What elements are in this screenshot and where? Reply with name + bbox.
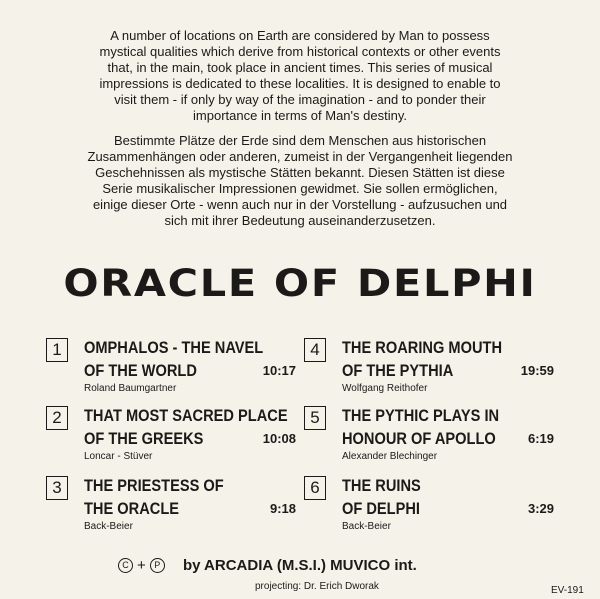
track-duration: 6:19 xyxy=(527,431,554,446)
track-title-line2: HONOUR OF APOLLO xyxy=(342,429,496,448)
track-item xyxy=(46,404,296,466)
intro-de-line: Bestimmte Plätze der Erde sind dem Menschen aus historischen xyxy=(113,133,487,148)
track-item xyxy=(46,474,296,536)
label-name: by ARCADIA (M.S.I.) MUVICO int. xyxy=(182,557,417,574)
intro-de-line: sich mit ihrer Bedeutung auseinanderzusetzen. xyxy=(164,213,436,228)
phonogram-icon: P xyxy=(150,558,165,573)
track-duration: 9:18 xyxy=(269,501,296,516)
track-composer: Wolfgang Reithofer xyxy=(342,383,428,394)
copyright-icon: C xyxy=(118,558,133,573)
track-title-line1: THE PYTHIC PLAYS IN xyxy=(342,406,500,425)
intro-de-line: einige dieser Orte - wenn auch nur in der Vorstellung - aufzusuchen und xyxy=(92,197,508,212)
track-title-line1: THE RUINS xyxy=(342,476,421,495)
track-composer: Loncar - Stüver xyxy=(84,451,153,462)
track-title-line2: OF THE WORLD xyxy=(84,361,197,380)
track-duration: 10:17 xyxy=(262,363,296,378)
track-number: 2 xyxy=(46,406,68,430)
track-title-line1: OMPHALOS - THE NAVEL xyxy=(84,338,264,357)
intro-en-line: visit them - if only by way of the imagination - and to ponder their xyxy=(114,92,486,107)
track-title-line1: THE PRIESTESS OF xyxy=(84,476,224,495)
intro-en-line: importance in terms of Man's destiny. xyxy=(193,108,407,123)
intro-de-line: Serie musikalischer Impressionen gewidmet. Sie sollen ermöglichen, xyxy=(102,181,498,196)
track-item xyxy=(304,404,554,466)
intro-de-line: Geschehnissen als mystische Stätten bekannt. Diesen Stätten ist diese xyxy=(95,165,505,180)
intro-en-line: A number of locations on Earth are considered by Man to possess xyxy=(110,28,490,43)
track-number: 1 xyxy=(46,338,68,362)
track-duration: 10:08 xyxy=(262,431,296,446)
track-title-line2: OF THE PYTHIA xyxy=(342,361,454,380)
intro-de-line: Zusammenhängen oder anderen, zumeist in der Vergangenheit liegenden xyxy=(87,149,513,164)
track-item xyxy=(304,474,554,536)
intro-en-line: that, in the main, took place in ancient times. This series of musical xyxy=(107,60,493,75)
track-item xyxy=(46,336,296,398)
track-title-line1: THE ROARING MOUTH xyxy=(342,338,503,357)
album-title: ORACLE OF DELPHI xyxy=(63,262,537,305)
track-number: 5 xyxy=(304,406,326,430)
credit-line: projecting: Dr. Erich Dworak xyxy=(255,581,379,592)
track-number: 3 xyxy=(46,476,68,500)
catalog-number: EV-191 xyxy=(551,585,584,596)
track-composer: Back-Beier xyxy=(342,521,391,532)
track-title-line2: OF THE GREEKS xyxy=(84,429,204,448)
intro-en-line: impressions is dedicated to these localities. It is designed to enable to xyxy=(99,76,501,91)
track-composer: Roland Baumgartner xyxy=(84,383,177,394)
intro-german xyxy=(20,133,580,229)
track-title-line1: THAT MOST SACRED PLACE xyxy=(84,406,288,425)
label-line xyxy=(118,557,518,574)
track-title-line2: THE ORACLE xyxy=(84,499,180,518)
track-title-line2: OF DELPHI xyxy=(342,499,420,518)
track-item xyxy=(304,336,554,398)
intro-english xyxy=(20,28,580,124)
track-number: 4 xyxy=(304,338,326,362)
track-duration: 19:59 xyxy=(520,363,554,378)
track-composer: Alexander Blechinger xyxy=(342,451,438,462)
plus-sign: + xyxy=(137,557,146,574)
intro-en-line: mystical qualities which derive from historical contexts or other events xyxy=(99,44,501,59)
track-duration: 3:29 xyxy=(527,501,554,516)
track-number: 6 xyxy=(304,476,326,500)
track-composer: Back-Beier xyxy=(84,521,133,532)
